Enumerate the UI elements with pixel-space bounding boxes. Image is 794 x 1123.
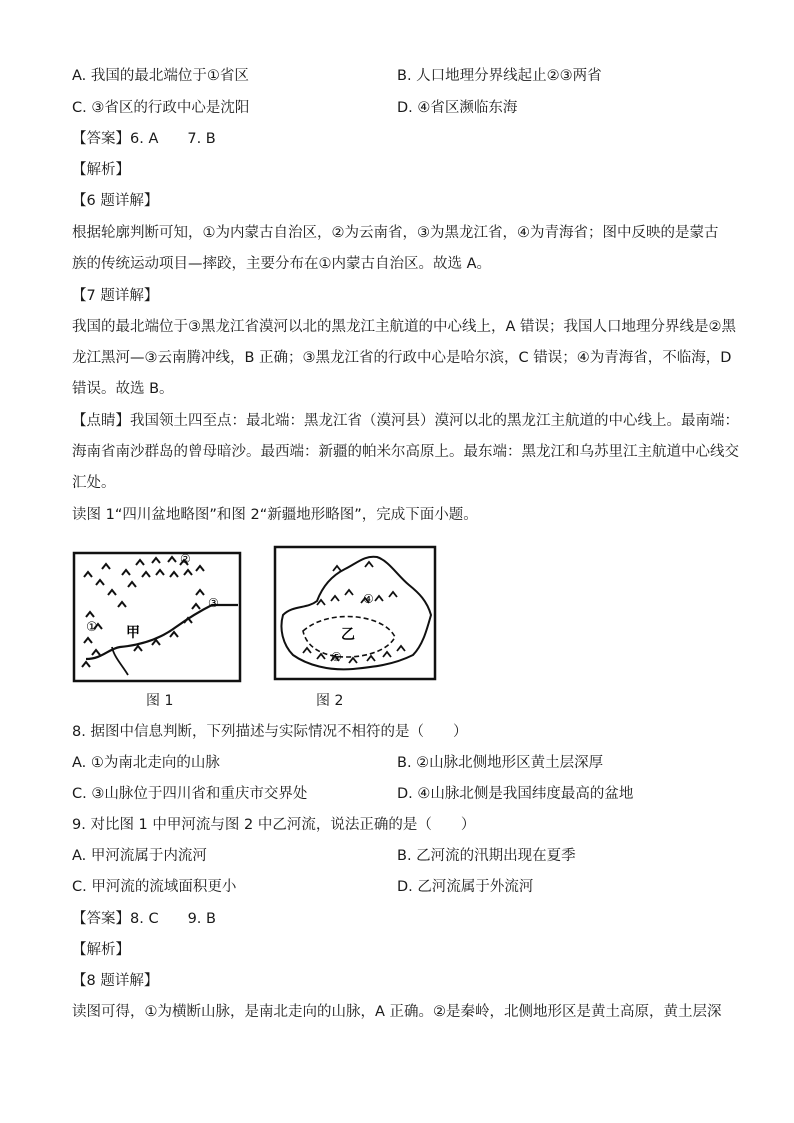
- tip-line-1: 【点睛】我国领土四至点：最北端：黑龙江省（漠河县）漠河以北的黑龙江主航道的中心线上。最南端：: [72, 413, 739, 429]
- q7-option-b: B. 人口地理分界线起止②③两省: [397, 68, 602, 84]
- detail-6-line-1: 根据轮廓判断可知，①为内蒙古自治区，②为云南省，③为黑龙江省，④为青海省；图中反映的是蒙古: [72, 225, 719, 241]
- detail-7-line-3: 错误。故选 B。: [72, 381, 174, 397]
- q7-option-c: C. ③省区的行政中心是沈阳: [72, 100, 250, 116]
- analysis-heading-1: 【解析】: [72, 162, 130, 178]
- detail-8-line-1: 读图可得，①为横断山脉，是南北走向的山脉，A 正确。②是秦岭，北侧地形区是黄土高原，黄土层深: [72, 1004, 722, 1020]
- tip-line-2: 海南省南沙群岛的曾母暗沙。最西端：新疆的帕米尔高原上。最东端：黑龙江和乌苏里江主航道中心线交: [72, 444, 739, 460]
- figure-2-caption: 图 2: [316, 693, 344, 709]
- fig2-label-4: ④: [363, 592, 374, 606]
- q7-option-d: D. ④省区濒临东海: [397, 100, 518, 116]
- q9-option-a: A. 甲河流属于内流河: [72, 848, 207, 864]
- q8-option-a: A. ①为南北走向的山脉: [72, 755, 220, 771]
- q9-option-b: B. 乙河流的汛期出现在夏季: [397, 848, 576, 864]
- figure-2-xinjiang-map: [273, 545, 437, 681]
- fig2-label-5: ⑤: [331, 650, 342, 664]
- answer-8-9: 【答案】8. C 9. B: [72, 911, 216, 927]
- q9-option-d: D. 乙河流属于外流河: [397, 879, 534, 895]
- q8-option-b: B. ②山脉北侧地形区黄土层深厚: [397, 755, 604, 771]
- question-intro: 读图 1“四川盆地略图”和图 2“新疆地形略图”，完成下面小题。: [72, 507, 478, 523]
- fig2-label-yi: 乙: [341, 627, 355, 643]
- detail-6-heading: 【6 题详解】: [72, 193, 159, 209]
- fig1-label-2: ②: [180, 552, 191, 566]
- fig1-label-1: ①: [86, 620, 98, 635]
- detail-7-line-1: 我国的最北端位于③黑龙江省漠河以北的黑龙江主航道的中心线上，A 错误；我国人口地理分界线是②黑: [72, 319, 737, 335]
- q9-stem: 9. 对比图 1 中甲河流与图 2 中乙河流，说法正确的是（ ）: [72, 817, 476, 833]
- answer-6-7: 【答案】6. A 7. B: [72, 131, 216, 147]
- tip-line-3: 汇处。: [72, 475, 116, 491]
- q7-option-a: A. 我国的最北端位于①省区: [72, 68, 249, 84]
- fig1-label-3: ③: [208, 596, 219, 610]
- fig1-label-jia: 甲: [126, 625, 140, 641]
- q8-option-c: C. ③山脉位于四川省和重庆市交界处: [72, 786, 308, 802]
- detail-7-heading: 【7 题详解】: [72, 288, 159, 304]
- detail-8-heading: 【8 题详解】: [72, 973, 159, 989]
- q9-option-c: C. 甲河流的流域面积更小: [72, 879, 237, 895]
- q8-option-d: D. ④山脉北侧是我国纬度最高的盆地: [397, 786, 634, 802]
- detail-6-line-2: 族的传统运动项目—摔跤，主要分布在①内蒙古自治区。故选 A。: [72, 256, 492, 272]
- detail-7-line-2: 龙江黑河—③云南腾冲线，B 正确；③黑龙江省的行政中心是哈尔滨，C 错误；④为青海省，不临海，D: [72, 350, 732, 366]
- analysis-heading-2: 【解析】: [72, 942, 130, 958]
- figure-1-caption: 图 1: [146, 693, 174, 709]
- figure-1-sichuan-basin-map: [72, 547, 242, 683]
- q8-stem: 8. 据图中信息判断，下列描述与实际情况不相符的是（ ）: [72, 724, 468, 740]
